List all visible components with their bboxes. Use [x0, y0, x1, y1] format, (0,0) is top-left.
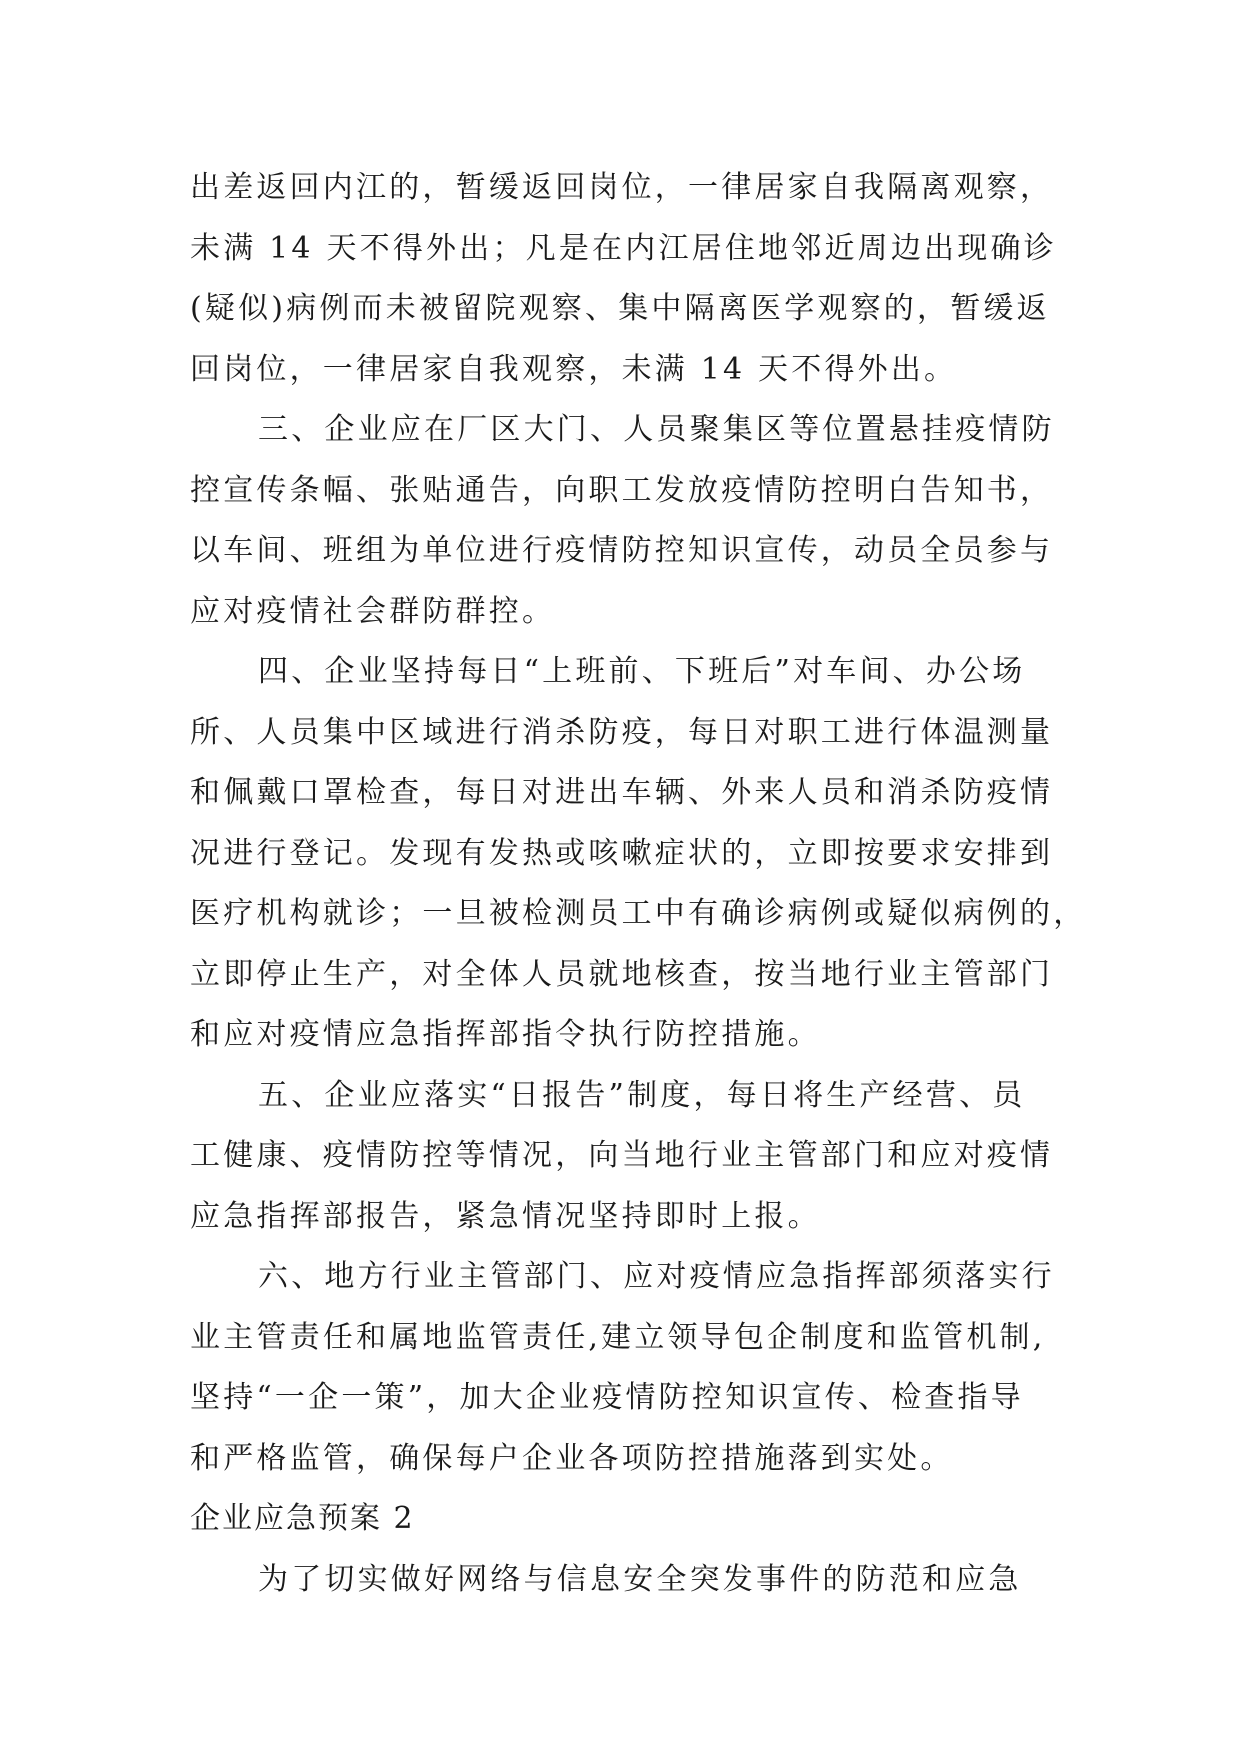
text-line: (疑似)病例而未被留院观察、集中隔离医学观察的，暂缓返 — [190, 291, 1050, 326]
section-heading: 企业应急预案 2 — [190, 1501, 415, 1536]
text-line: 未满 14 天不得外出；凡是在内江居住地邻近周边出现确诊 — [190, 230, 1057, 266]
text-line: 和严格监管，确保每户企业各项防控措施落到实处。 — [190, 1440, 954, 1476]
text-line: 所、人员集中区域进行消杀防疫，每日对职工进行体温测量 — [190, 714, 1054, 750]
text-line: 工健康、疫情防控等情况，向当地行业主管部门和应对疫情 — [190, 1138, 1054, 1173]
text-line: 坚持“一企一策”，加大企业疫情防控知识宣传、检查指导 — [190, 1380, 1024, 1415]
text-line: 应对疫情社会群防群控。 — [190, 593, 556, 629]
text-line: 回岗位，一律居家自我观察，未满 14 天不得外出。 — [190, 351, 958, 387]
text-line: 和佩戴口罩检查，每日对进出车辆、外来人员和消杀防疫情 — [190, 775, 1054, 810]
paragraph-start-line: 五、企业应落实“日报告”制度，每日将生产经营、员 — [258, 1077, 1026, 1113]
text-line: 以车间、班组为单位进行疫情防控知识宣传，动员全员参与 — [190, 533, 1054, 568]
text-line: 出差返回内江的，暂缓返回岗位，一律居家自我隔离观察， — [190, 170, 1054, 205]
text-line: 医疗机构就诊；一旦被检测员工中有确诊病例或疑似病例的， — [190, 896, 1087, 931]
text-line: 业主管责任和属地监管责任,建立领导包企制度和监管机制, — [190, 1319, 1046, 1355]
text-line: 和应对疫情应急指挥部指令执行防控措施。 — [190, 1017, 821, 1052]
paragraph-start-line: 三、企业应在厂区大门、人员聚集区等位置悬挂疫情防 — [258, 412, 1055, 447]
document-body — [190, 158, 1087, 1610]
text-line: 立即停止生产，对全体人员就地核查，按当地行业主管部门 — [190, 956, 1054, 992]
text-line: 应急指挥部报告，紧急情况坚持即时上报。 — [190, 1198, 821, 1234]
paragraph-start-line: 四、企业坚持每日“上班前、下班后”对车间、办公场 — [258, 654, 1026, 689]
text-line: 控宣传条幅、张贴通告，向职工发放疫情防控明白告知书， — [190, 472, 1054, 508]
text-line: 况进行登记。发现有发热或咳嗽症状的，立即按要求安排到 — [190, 835, 1054, 871]
paragraph-start-line: 为了切实做好网络与信息安全突发事件的防范和应急 — [258, 1561, 1022, 1597]
paragraph-start-line: 六、地方行业主管部门、应对疫情应急指挥部须落实行 — [258, 1259, 1055, 1294]
